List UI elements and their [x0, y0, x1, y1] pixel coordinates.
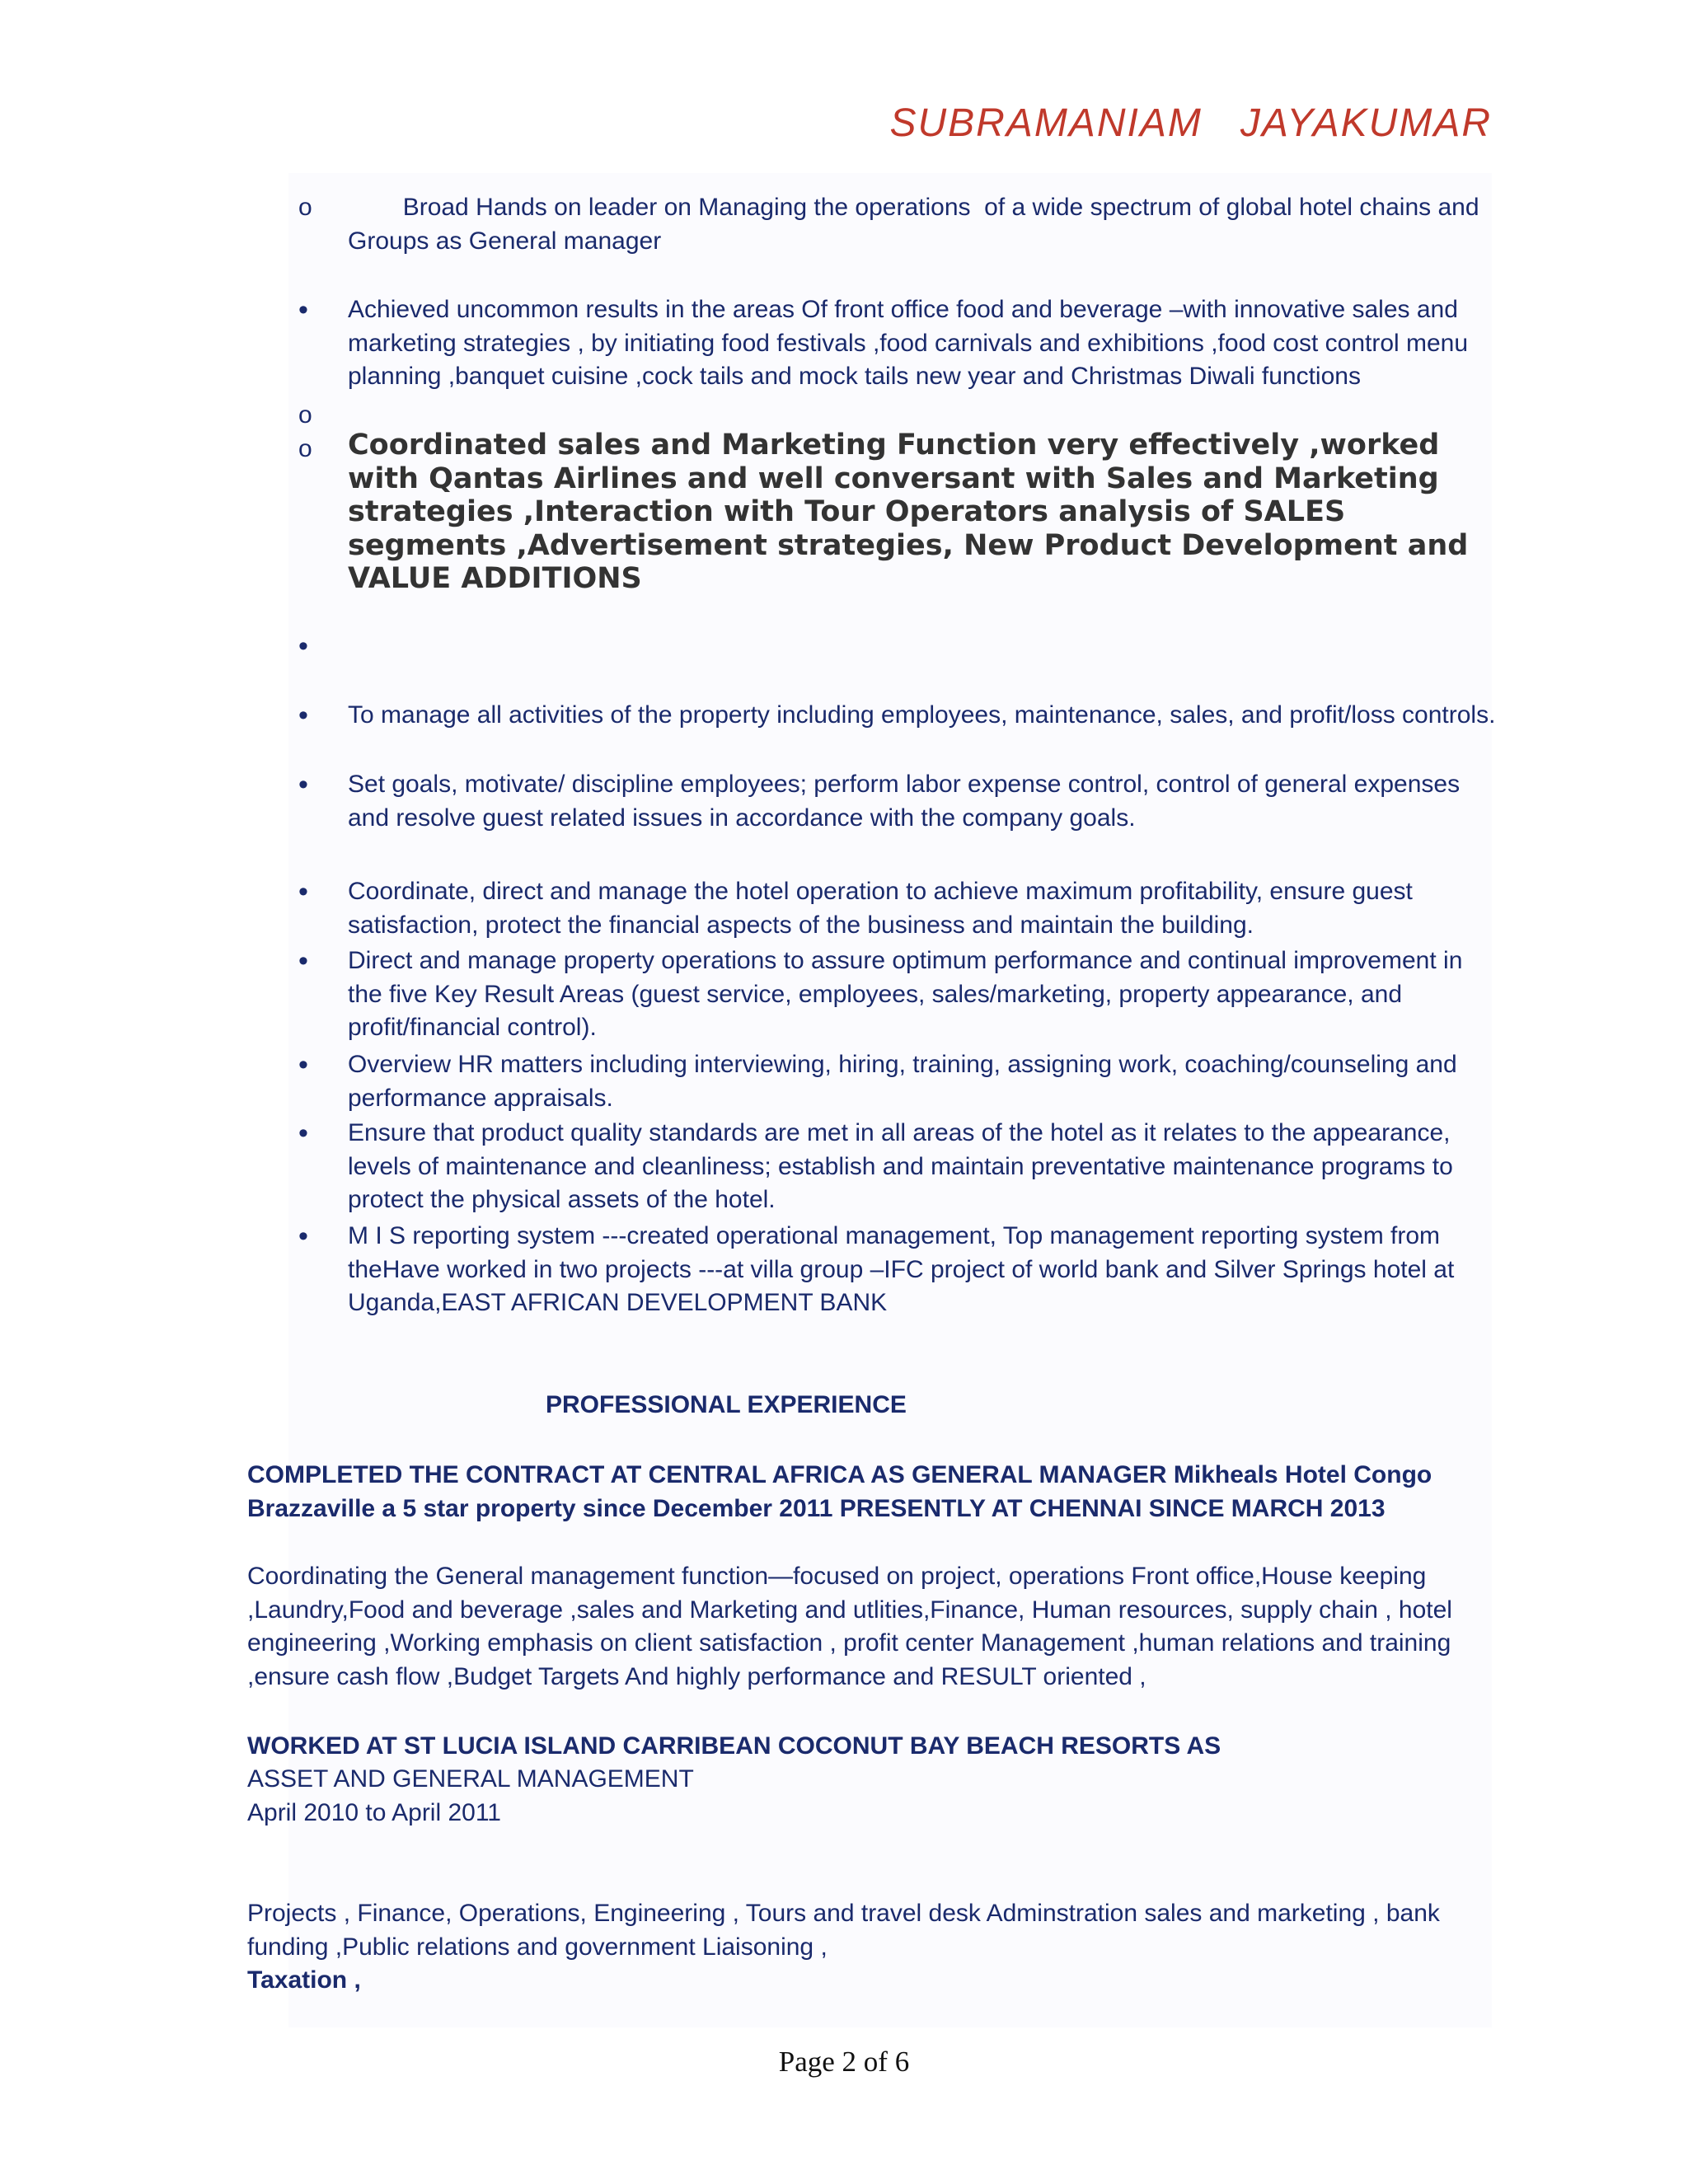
list-item: Achieved uncommon results in the areas Of front office food and beverage –with innovative sales and marketing strategies , by initiating food festivals ,food carnivals and exhibitions ,food cost control menu planning ,banquet cuisine ,cock tails and mock tails new year and Christmas Diwali functions — [348, 296, 1469, 390]
job-description: Coordinating the General management function—focused on project, operations Front office,House keeping ,Laundry,Food and beverage ,sales and Marketing and utlities,Finance, Human resources, supply chain , hotel engineering ,Working emphasis on client satisfaction , profit center Management ,human relations and training ,ensure cash flow ,Budget Targets And highly performance and RESULT oriented , — [247, 1563, 1452, 1690]
job-heading: COMPLETED THE CONTRACT AT CENTRAL AFRICA AS GENERAL MANAGER Mikheals Hotel Congo Brazzaville a 5 star property since December 2011 PRESENTLY AT CHENNAI SINCE MARCH 2013 — [247, 1461, 1432, 1522]
list-item: Set goals, motivate/ discipline employees; perform labor expense control, control of general expenses and resolve guest related issues in accordance with the company goals. — [348, 771, 1461, 832]
circle-marker: o — [298, 435, 312, 462]
section-title: PROFESSIONAL EXPERIENCE — [546, 1391, 907, 1418]
bullet-marker: • — [298, 630, 308, 662]
bullet-marker: • — [298, 1049, 308, 1080]
bullet-marker: • — [298, 1221, 308, 1252]
job-description: Projects , Finance, Operations, Engineering , Tours and travel desk Adminstration sales and marketing , bank funding ,Public relations and government Liaisoning , — [247, 1900, 1440, 1961]
list-item: To manage all activities of the property including employees, maintenance, sales, and profit/loss controls. — [348, 701, 1496, 729]
list-item: Broad Hands on leader on Managing the operations of a wide spectrum of global hotel chains and Groups as General manager — [348, 194, 1486, 255]
header-name: SUBRAMANIAM JAYAKUMAR — [889, 101, 1492, 145]
list-item: M I S reporting system ---created operational management, Top management reporting system from theHave worked in two projects ---at villa group –IFC project of world bank and Silver Springs hotel at Uganda,EAST AFRICAN DEVELOPMENT BANK — [348, 1222, 1455, 1316]
list-item: Coordinate, direct and manage the hotel operation to achieve maximum profitability, ensure guest satisfaction, protect the financial aspects of the business and maintain the building. — [348, 878, 1413, 939]
job-role: ASSET AND GENERAL MANAGEMENT — [247, 1765, 694, 1793]
circle-marker: o — [298, 194, 312, 221]
bullet-marker: • — [298, 1118, 308, 1149]
list-item: Ensure that product quality standards are met in all areas of the hotel as it relates to the appearance, levels of maintenance and cleanliness; establish and maintain preventative maintenance programs to protect the physical assets of the hotel. — [348, 1119, 1453, 1213]
job-heading: WORKED AT ST LUCIA ISLAND CARRIBEAN COCONUT BAY BEACH RESORTS AS — [247, 1732, 1221, 1760]
bullet-marker: • — [298, 700, 308, 731]
bullet-marker: • — [298, 945, 308, 977]
circle-marker: o — [298, 401, 312, 429]
bullet-marker: • — [298, 876, 308, 907]
list-item: Direct and manage property operations to assure optimum performance and continual improvement in the five Key Result Areas (guest service, employees, sales/marketing, property appearance, and profit/financial control). — [348, 947, 1463, 1041]
job-extra: Taxation , — [247, 1966, 361, 1994]
bullet-marker: • — [298, 294, 308, 326]
highlight-list-item: Coordinated sales and Marketing Function very effectively ,worked with Qantas Airlines and well conversant with Sales and Marketing strategies ,Interaction with Tour Operators analysis of SALES segments ,Advertisement strategies, New Product Development and VALUE ADDITIONS — [348, 429, 1469, 595]
bullet-marker: • — [298, 769, 308, 800]
page-number: Page 2 of 6 — [778, 2046, 910, 2078]
job-dates: April 2010 to April 2011 — [247, 1799, 501, 1826]
list-item: Overview HR matters including interviewing, hiring, training, assigning work, coaching/counseling and performance appraisals. — [348, 1051, 1457, 1112]
